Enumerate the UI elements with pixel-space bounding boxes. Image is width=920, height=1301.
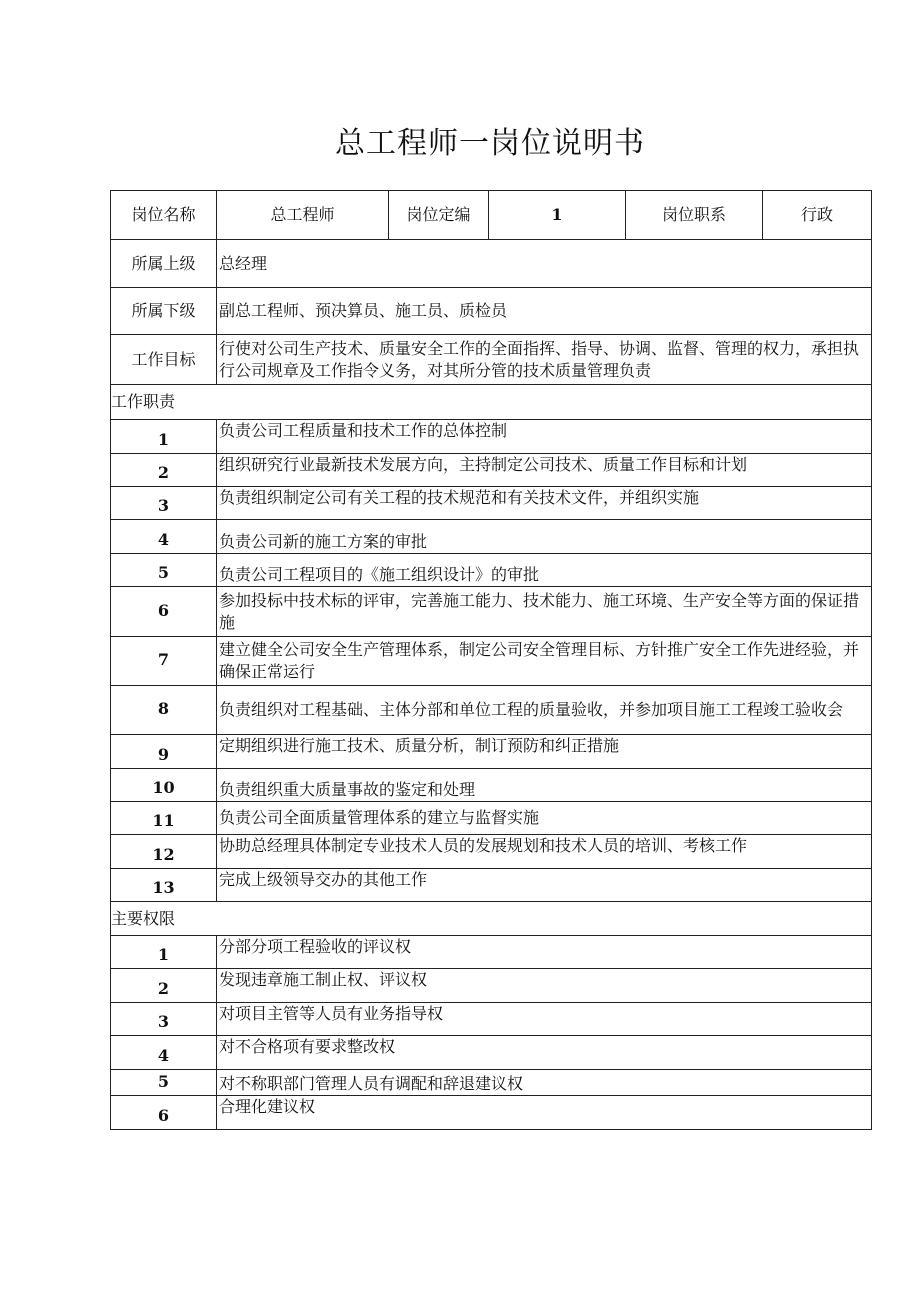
duty-number: 11 bbox=[111, 802, 217, 835]
authority-row bbox=[111, 1096, 872, 1130]
subordinate-value: 副总工程师、预决算员、施工员、质检员 bbox=[217, 288, 872, 335]
duty-text: 参加投标中技术标的评审，完善施工能力、技术能力、施工环境、生产安全等方面的保证措施 bbox=[217, 587, 872, 637]
duty-row bbox=[111, 637, 872, 686]
authority-row bbox=[111, 969, 872, 1003]
superior-row bbox=[111, 240, 872, 288]
duty-text: 负责组织重大质量事故的鉴定和处理 bbox=[217, 769, 872, 802]
duty-text: 负责公司全面质量管理体系的建立与监督实施 bbox=[217, 802, 872, 835]
authority-text: 发现违章施工制止权、评议权 bbox=[217, 969, 872, 1003]
authority-heading: 主要权限 bbox=[111, 902, 872, 936]
duty-number: 13 bbox=[111, 869, 217, 902]
duty-row bbox=[111, 454, 872, 487]
authority-row bbox=[111, 1036, 872, 1070]
duty-row bbox=[111, 554, 872, 587]
authority-number: 5 bbox=[111, 1070, 217, 1096]
authority-text: 对项目主管等人员有业务指导权 bbox=[217, 1003, 872, 1036]
authority-text: 对不称职部门管理人员有调配和辞退建议权 bbox=[217, 1070, 872, 1096]
duty-number: 4 bbox=[111, 520, 217, 554]
duty-number: 2 bbox=[111, 454, 217, 487]
authority-number: 6 bbox=[111, 1096, 217, 1130]
duty-number: 5 bbox=[111, 554, 217, 587]
authority-row bbox=[111, 1003, 872, 1036]
authority-text: 合理化建议权 bbox=[217, 1096, 872, 1130]
duty-row bbox=[111, 735, 872, 769]
duty-number: 8 bbox=[111, 686, 217, 735]
superior-value: 总经理 bbox=[217, 240, 872, 288]
duties-heading-row bbox=[111, 385, 872, 420]
duty-number: 3 bbox=[111, 487, 217, 520]
duty-row bbox=[111, 587, 872, 637]
duty-text: 协助总经理具体制定专业技术人员的发展规划和技术人员的培训、考核工作 bbox=[217, 835, 872, 869]
duty-text: 完成上级领导交办的其他工作 bbox=[217, 869, 872, 902]
duty-text: 负责组织对工程基础、主体分部和单位工程的质量验收，并参加项目施工工程竣工验收会 bbox=[217, 686, 872, 735]
authority-number: 3 bbox=[111, 1003, 217, 1036]
duty-row bbox=[111, 686, 872, 735]
duty-number: 6 bbox=[111, 587, 217, 637]
duty-row bbox=[111, 520, 872, 554]
job-series-value: 行政 bbox=[763, 191, 872, 240]
objective-label: 工作目标 bbox=[111, 335, 217, 385]
page-title: 总工程师一岗位说明书 bbox=[335, 126, 645, 161]
duty-number: 9 bbox=[111, 735, 217, 769]
duty-text: 负责组织制定公司有关工程的技术规范和有关技术文件，并组织实施 bbox=[217, 487, 872, 520]
duty-row bbox=[111, 869, 872, 902]
authority-number: 1 bbox=[111, 936, 217, 969]
duty-row bbox=[111, 802, 872, 835]
authority-number: 2 bbox=[111, 969, 217, 1003]
objective-value: 行使对公司生产技术、质量安全工作的全面指挥、指导、协调、监督、管理的权力，承担执行公司规章及工作指令义务，对其所分管的技术质量管理负责 bbox=[217, 335, 872, 385]
duty-row bbox=[111, 769, 872, 802]
job-name-label: 岗位名称 bbox=[111, 191, 217, 240]
duty-text: 建立健全公司安全生产管理体系，制定公司安全管理目标、方针推广安全工作先进经验，并确保正常运行 bbox=[217, 637, 872, 686]
duty-row bbox=[111, 487, 872, 520]
duty-text: 负责公司工程项目的《施工组织设计》的审批 bbox=[217, 554, 872, 587]
job-description-table bbox=[110, 190, 872, 1130]
superior-label: 所属上级 bbox=[111, 240, 217, 288]
job-series-label: 岗位职系 bbox=[626, 191, 763, 240]
duty-text: 负责公司工程质量和技术工作的总体控制 bbox=[217, 420, 872, 454]
authority-heading-row bbox=[111, 902, 872, 936]
duty-text: 组织研究行业最新技术发展方向，主持制定公司技术、质量工作目标和计划 bbox=[217, 454, 872, 487]
job-quota-value: 1 bbox=[489, 191, 626, 240]
job-name-value: 总工程师 bbox=[217, 191, 389, 240]
subordinate-row bbox=[111, 288, 872, 335]
duty-number: 7 bbox=[111, 637, 217, 686]
duty-number: 1 bbox=[111, 420, 217, 454]
authority-number: 4 bbox=[111, 1036, 217, 1070]
authority-text: 对不合格项有要求整改权 bbox=[217, 1036, 872, 1070]
duties-heading: 工作职责 bbox=[111, 385, 872, 420]
authority-text: 分部分项工程验收的评议权 bbox=[217, 936, 872, 969]
duty-number: 12 bbox=[111, 835, 217, 869]
duty-row bbox=[111, 420, 872, 454]
duty-number: 10 bbox=[111, 769, 217, 802]
duty-text: 定期组织进行施工技术、质量分析，制订预防和纠正措施 bbox=[217, 735, 872, 769]
authority-row bbox=[111, 1070, 872, 1096]
job-quota-label: 岗位定编 bbox=[389, 191, 489, 240]
header-row bbox=[111, 191, 872, 240]
duty-row bbox=[111, 835, 872, 869]
duty-text: 负责公司新的施工方案的审批 bbox=[217, 520, 872, 554]
objective-row bbox=[111, 335, 872, 385]
authority-row bbox=[111, 936, 872, 969]
subordinate-label: 所属下级 bbox=[111, 288, 217, 335]
